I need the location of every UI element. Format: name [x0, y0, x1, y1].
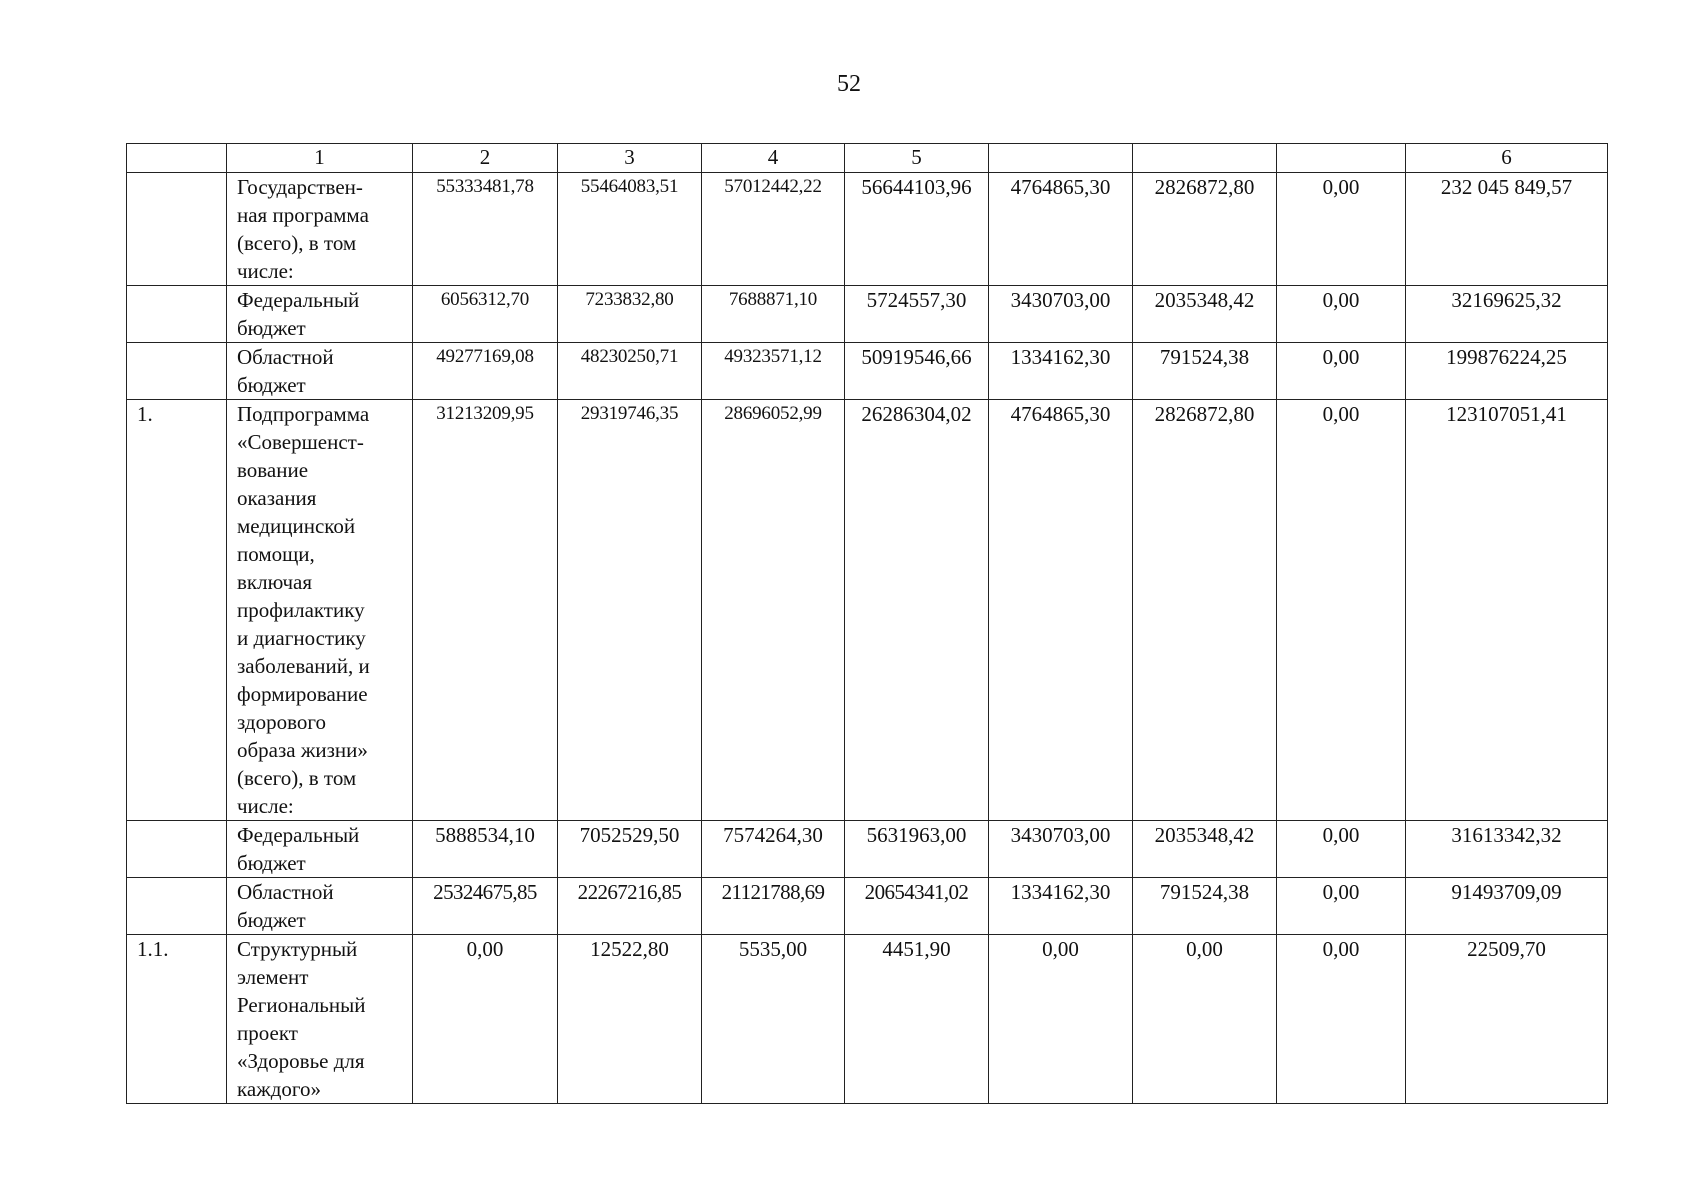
header-cell: 5: [845, 144, 989, 173]
table-row: [127, 343, 1608, 400]
value-cell: 31213209,95: [413, 400, 558, 821]
value-cell: 29319746,35: [558, 400, 702, 821]
value-cell: 55464083,51: [558, 173, 702, 286]
value-cell: 22509,70: [1406, 935, 1608, 1104]
row-name-line: (всего), в том: [237, 231, 357, 255]
row-name-line: бюджет: [237, 851, 306, 875]
budget-table: [126, 143, 1608, 1104]
value-cell: 50919546,66: [845, 343, 989, 400]
value-cell: 22267216,85: [558, 878, 702, 935]
value-cell: 0,00: [989, 935, 1133, 1104]
value-cell: 49323571,12: [702, 343, 845, 400]
value-cell: 0,00: [1277, 878, 1406, 935]
value-cell: 5631963,00: [845, 821, 989, 878]
value-cell: 7574264,30: [702, 821, 845, 878]
value-cell: 48230250,71: [558, 343, 702, 400]
row-name-line: Областной: [237, 880, 334, 904]
row-name-cell: [227, 286, 413, 343]
row-name-line: бюджет: [237, 373, 306, 397]
row-name-line: «Здоровье для: [237, 1049, 365, 1073]
row-name-line: и диагностику: [237, 626, 366, 650]
value-cell: 0,00: [1277, 400, 1406, 821]
row-name-line: Региональный: [237, 993, 366, 1017]
table-row: [127, 878, 1608, 935]
row-name-line: вование: [237, 458, 309, 482]
value-cell: 791524,38: [1133, 343, 1277, 400]
value-cell: 25324675,85: [413, 878, 558, 935]
value-cell: 3430703,00: [989, 286, 1133, 343]
table-row: [127, 821, 1608, 878]
row-name-line: ная программа: [237, 203, 369, 227]
row-name-line: Государствен-: [237, 175, 363, 199]
value-cell: 55333481,78: [413, 173, 558, 286]
row-name-line: проект: [237, 1021, 298, 1045]
value-cell: 26286304,02: [845, 400, 989, 821]
header-cell: [127, 144, 227, 173]
row-name-line: элемент: [237, 965, 309, 989]
header-row: [127, 144, 1608, 173]
value-cell: 28696052,99: [702, 400, 845, 821]
row-name-line: оказания: [237, 486, 317, 510]
value-cell: 0,00: [1277, 286, 1406, 343]
value-cell: 4451,90: [845, 935, 989, 1104]
value-cell: 3430703,00: [989, 821, 1133, 878]
row-name-line: «Совершенст-: [237, 430, 364, 454]
value-cell: 7052529,50: [558, 821, 702, 878]
value-cell: 199876224,25: [1406, 343, 1608, 400]
value-cell: 2826872,80: [1133, 400, 1277, 821]
value-cell: 0,00: [1133, 935, 1277, 1104]
value-cell: 2035348,42: [1133, 286, 1277, 343]
table-row: [127, 173, 1608, 286]
value-cell: 0,00: [1277, 935, 1406, 1104]
value-cell: 1334162,30: [989, 343, 1133, 400]
value-cell: 6056312,70: [413, 286, 558, 343]
row-number-cell: [127, 343, 227, 400]
header-cell: [989, 144, 1133, 173]
header-cell: 3: [558, 144, 702, 173]
value-cell: 0,00: [1277, 821, 1406, 878]
row-name-cell: [227, 821, 413, 878]
row-number-cell: [127, 878, 227, 935]
row-name-line: медицинской: [237, 514, 356, 538]
row-name-line: числе:: [237, 259, 294, 283]
value-cell: 56644103,96: [845, 173, 989, 286]
header-cell: [1277, 144, 1406, 173]
value-cell: 21121788,69: [702, 878, 845, 935]
row-number-cell: 1.1.: [127, 935, 227, 1104]
table-row: [127, 286, 1608, 343]
row-name-line: Федеральный: [237, 823, 360, 847]
value-cell: 2826872,80: [1133, 173, 1277, 286]
row-name-line: Подпрограмма: [237, 402, 370, 426]
row-name-line: включая: [237, 570, 313, 594]
value-cell: 7688871,10: [702, 286, 845, 343]
row-name-cell: [227, 935, 413, 1104]
row-name-cell: [227, 343, 413, 400]
header-cell: 4: [702, 144, 845, 173]
table-row: [127, 400, 1608, 821]
value-cell: 2035348,42: [1133, 821, 1277, 878]
row-name-cell: [227, 878, 413, 935]
row-name-line: Федеральный: [237, 288, 360, 312]
header-cell: 1: [227, 144, 413, 173]
row-name-line: бюджет: [237, 316, 306, 340]
header-cell: 6: [1406, 144, 1608, 173]
value-cell: 0,00: [1277, 343, 1406, 400]
row-name-line: числе:: [237, 794, 294, 818]
header-cell: [1133, 144, 1277, 173]
value-cell: 123107051,41: [1406, 400, 1608, 821]
row-name-line: заболеваний, и: [237, 654, 370, 678]
row-name-line: каждого»: [237, 1077, 321, 1101]
value-cell: 4764865,30: [989, 400, 1133, 821]
value-cell: 0,00: [1277, 173, 1406, 286]
row-number-cell: 1.: [127, 400, 227, 821]
value-cell: 1334162,30: [989, 878, 1133, 935]
row-name-line: формирование: [237, 682, 368, 706]
header-cell: 2: [413, 144, 558, 173]
row-name-cell: [227, 400, 413, 821]
value-cell: 5888534,10: [413, 821, 558, 878]
value-cell: 5724557,30: [845, 286, 989, 343]
value-cell: 4764865,30: [989, 173, 1133, 286]
value-cell: 57012442,22: [702, 173, 845, 286]
value-cell: 232 045 849,57: [1406, 173, 1608, 286]
value-cell: 791524,38: [1133, 878, 1277, 935]
value-cell: 0,00: [413, 935, 558, 1104]
row-name-line: Областной: [237, 345, 334, 369]
row-name-line: (всего), в том: [237, 766, 357, 790]
value-cell: 20654341,02: [845, 878, 989, 935]
row-name-line: бюджет: [237, 908, 306, 932]
value-cell: 49277169,08: [413, 343, 558, 400]
row-number-cell: [127, 173, 227, 286]
row-name-cell: [227, 173, 413, 286]
table-row: [127, 935, 1608, 1104]
row-name-line: здорового: [237, 710, 326, 734]
value-cell: 32169625,32: [1406, 286, 1608, 343]
row-name-line: помощи,: [237, 542, 315, 566]
row-name-line: образа жизни»: [237, 738, 368, 762]
value-cell: 7233832,80: [558, 286, 702, 343]
row-name-line: профилактику: [237, 598, 365, 622]
value-cell: 5535,00: [702, 935, 845, 1104]
row-name-line: Структурный: [237, 937, 358, 961]
row-number-cell: [127, 821, 227, 878]
value-cell: 12522,80: [558, 935, 702, 1104]
page-number: 52: [837, 71, 861, 97]
value-cell: 91493709,09: [1406, 878, 1608, 935]
value-cell: 31613342,32: [1406, 821, 1608, 878]
row-number-cell: [127, 286, 227, 343]
